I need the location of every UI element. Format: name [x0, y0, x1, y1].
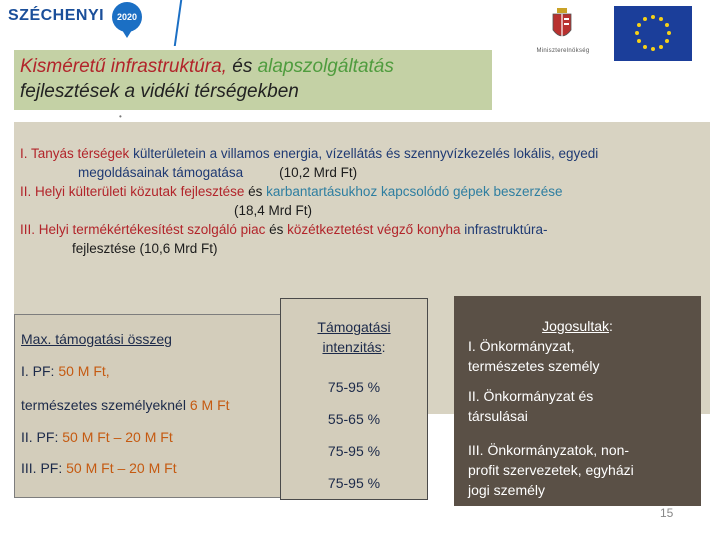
- max-support-item-1: I. PF: 50 M Ft,: [21, 363, 110, 379]
- support-intensity-box: [280, 298, 428, 500]
- max-support-item-3: III. PF: 50 M Ft – 20 M Ft: [21, 460, 177, 476]
- intro-line-3: II. Helyi külterületi közutak fejlesztése és karbantartásukhoz kapcsolódó gépek beszerzése: [20, 184, 563, 199]
- eligible-item-2: II. Önkormányzat és társulásai: [468, 388, 594, 424]
- intro-line-4: (18,4 Mrd Ft): [234, 203, 313, 218]
- intro-line-2: megoldásainak támogatása (10,2 Mrd Ft): [78, 165, 358, 180]
- support-intensity-heading: Támogatási intenzitás:: [317, 319, 391, 355]
- header-divider: [174, 0, 182, 46]
- max-support-box: [14, 314, 284, 498]
- title-line-2: fejlesztések a vidéki térségekben: [20, 81, 299, 102]
- eligible-item-1: I. Önkormányzat, természetes személy: [468, 338, 600, 374]
- intro-line-6: fejlesztése (10,6 Mrd Ft): [72, 241, 218, 256]
- title-part-basic-services: alapszolgáltatás: [257, 56, 394, 77]
- title-part-small-infrastructure: Kisméretű infrastruktúra,: [20, 56, 227, 77]
- logo-pin-icon: [122, 30, 132, 38]
- measures-intro: [20, 144, 700, 258]
- szechenyi-2020-badge: 2020: [112, 2, 142, 32]
- max-support-heading: Max. támogatási összeg: [21, 331, 172, 347]
- ministry-label: Miniszterelnökség: [536, 48, 590, 54]
- intensity-rate-1: 75-95 %: [327, 379, 381, 395]
- eu-flag-icon: [614, 6, 692, 61]
- title-conjunction: és: [226, 56, 258, 77]
- intensity-rate-4: 75-95 %: [327, 475, 381, 491]
- intro-line-5: III. Helyi termékértékesítést szolgáló piac és közétkeztetést végző konyha infrastruktúra-: [20, 222, 548, 237]
- szechenyi-logo-text: SZÉCHENYI: [8, 7, 105, 24]
- max-support-item-1b: természetes személyeknél 6 M Ft: [21, 397, 230, 413]
- intensity-rate-2: 55-65 %: [327, 411, 381, 427]
- eligible-item-3: III. Önkormányzatok, non- profit szervezetek, egyházi jogi személy: [468, 442, 634, 498]
- decorative-dot: •: [119, 112, 122, 121]
- hungarian-crest-icon: [551, 8, 573, 42]
- page-number: 15: [660, 506, 674, 520]
- intensity-rate-3: 75-95 %: [327, 443, 381, 459]
- eligible-heading: Jogosultak:: [542, 318, 613, 334]
- max-support-item-2: II. PF: 50 M Ft – 20 M Ft: [21, 429, 173, 445]
- intro-line-1: I. Tanyás térségek külterületein a villamos energia, vízellátás és szennyvízkezelés lokális, egyedi: [20, 146, 599, 161]
- eligible-applicants-box: [454, 296, 701, 506]
- slide-title: [14, 50, 492, 110]
